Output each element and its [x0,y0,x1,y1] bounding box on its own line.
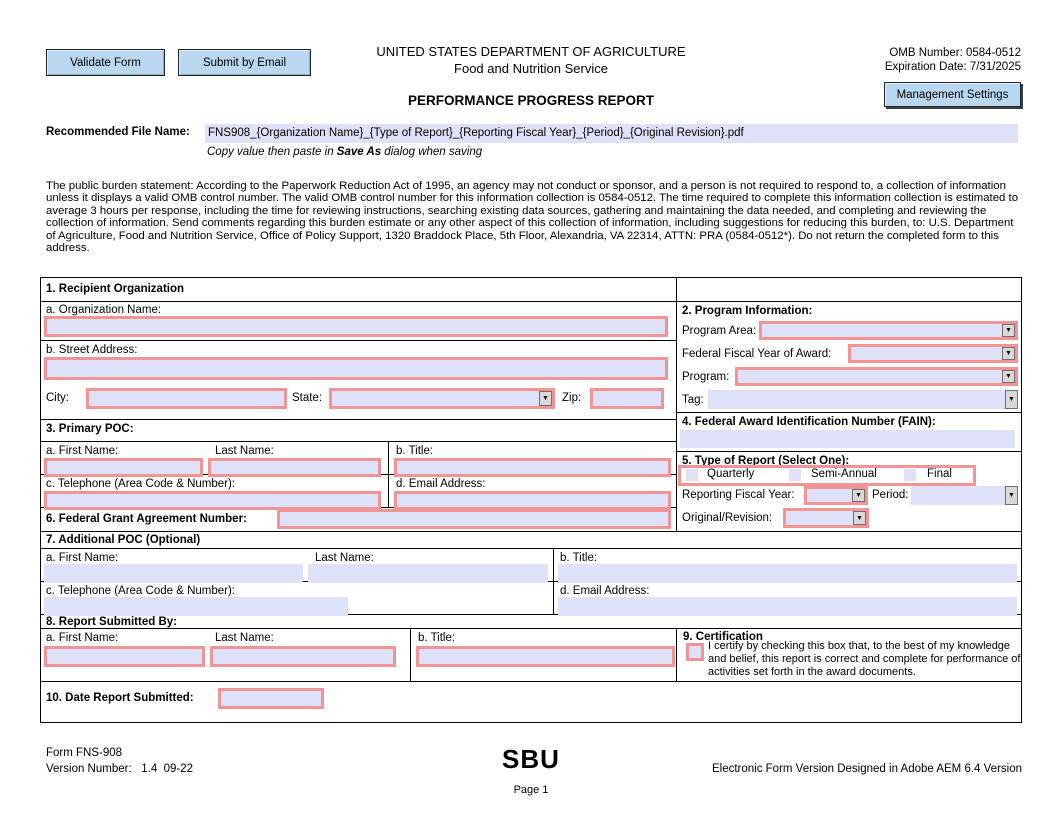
dropdown-arrow-icon[interactable]: ▼ [1005,486,1018,505]
divider [40,301,1022,302]
org-name-input[interactable] [44,316,668,337]
org-name-label: a. Organization Name: [46,304,162,316]
note-prefix: Copy value then paste in [207,146,337,158]
certification-checkbox[interactable] [686,643,704,661]
city-input[interactable] [86,388,287,409]
agency-subtitle: Food and Nutrition Service [454,61,608,76]
semi-annual-checkbox[interactable] [789,469,801,481]
program-label: Program: [682,371,730,383]
sbu-marking: SBU [502,744,560,774]
footer-form-number: Form FNS-908 [46,747,123,759]
divider [676,412,1022,413]
note-suffix: dialog when saving [381,146,483,158]
section-6-header: 6. Federal Grant Agreement Number: [46,513,247,525]
submit-by-email-button[interactable]: Submit by Email [178,49,311,76]
primary-email-input[interactable] [394,491,671,510]
submitted-last-name-label: Last Name: [215,632,274,644]
additional-first-name-input[interactable] [44,564,303,583]
divider [40,628,1022,629]
additional-phone-input[interactable] [44,597,348,616]
section-7-header: 7. Additional POC (Optional) [46,534,201,546]
file-name-value[interactable]: FNS908_{Organization Name}_{Type of Report}_{Reporting Fiscal Year}_{Period}_{Original Revision}.pdf [205,124,1018,143]
period-label: Period: [872,489,909,501]
date-report-submitted-input[interactable] [218,688,324,709]
primary-first-name-label: a. First Name: [46,445,119,457]
additional-first-name-label: a. First Name: [46,552,119,564]
section-8-header: 8. Report Submitted By: [46,616,177,628]
fiscal-year-of-award-label: Federal Fiscal Year of Award: [682,348,832,360]
section-5-header: 5. Type of Report (Select One): [682,455,850,467]
primary-last-name-input[interactable] [208,458,381,477]
expiration-date: Expiration Date: 7/31/2025 [884,61,1021,73]
section-4-header: 4. Federal Award Identification Number (FAIN): [682,416,936,428]
semi-annual-label: Semi-Annual [811,468,877,480]
dropdown-arrow-icon[interactable]: ▼ [852,489,865,502]
tag-select[interactable] [708,390,1018,409]
dropdown-arrow-icon[interactable]: ▼ [1002,370,1015,383]
reporting-fiscal-year-select[interactable] [804,486,868,505]
section-3-header: 3. Primary POC: [46,423,134,435]
section-2-header: 2. Program Information: [682,305,813,317]
program-area-label: Program Area: [682,325,757,337]
dropdown-arrow-icon[interactable]: ▼ [1002,324,1015,337]
additional-email-input[interactable] [558,597,1017,616]
period-select[interactable] [911,486,1018,505]
additional-title-label: b. Title: [560,552,598,564]
additional-title-input[interactable] [558,564,1017,583]
divider [676,277,677,531]
original-revision-select[interactable] [783,508,869,528]
management-settings-button[interactable]: Management Settings [884,82,1021,107]
footer-version: Version Number: 1.4 09-22 [46,763,194,775]
fiscal-year-of-award-select[interactable] [848,344,1018,363]
additional-phone-label: c. Telephone (Area Code & Number): [46,585,235,597]
page-number: Page 1 [513,784,549,796]
omb-number: OMB Number: 0584-0512 [889,47,1021,59]
divider [388,441,389,507]
divider [40,531,1022,532]
submitted-last-name-input[interactable] [210,646,396,667]
program-area-select[interactable] [759,321,1018,340]
section-10-header: 10. Date Report Submitted: [46,692,194,704]
divider [40,340,677,341]
divider [676,628,677,681]
primary-last-name-label: Last Name: [215,445,274,457]
additional-last-name-label: Last Name: [315,552,374,564]
primary-title-input[interactable] [394,458,671,477]
zip-input[interactable] [590,388,664,409]
street-address-label: b. Street Address: [46,344,138,356]
divider [40,419,677,420]
primary-email-label: d. Email Address: [396,478,486,490]
fain-input[interactable] [680,430,1015,448]
zip-label: Zip: [562,392,582,404]
divider [40,441,677,442]
file-name-note [207,146,482,158]
divider [40,681,1022,682]
dropdown-arrow-icon[interactable]: ▼ [539,391,552,406]
additional-email-label: d. Email Address: [560,585,650,597]
file-name-label: Recommended File Name: [46,126,190,138]
page-title: PERFORMANCE PROGRESS REPORT [407,93,655,108]
divider [553,548,554,614]
quarterly-label: Quarterly [707,468,755,480]
submitted-title-label: b. Title: [418,632,456,644]
section-1-header: 1. Recipient Organization [46,283,185,295]
agency-title: UNITED STATES DEPARTMENT OF AGRICULTURE [376,44,686,59]
city-label: City: [46,392,69,404]
program-select[interactable] [735,367,1018,386]
divider [410,628,411,681]
dropdown-arrow-icon[interactable]: ▼ [1002,347,1015,360]
footer-designed-note: Electronic Form Version Designed in Adobe AEM 6.4 Version [711,763,1022,775]
submitted-first-name-label: a. First Name: [46,632,119,644]
divider [40,548,1022,549]
final-label: Final [927,468,952,480]
submitted-title-input[interactable] [416,646,675,667]
primary-title-label: b. Title: [396,445,434,457]
certification-text: I certify by checking this box that, to the best of my knowledge and belief, this report is correct and complete for performance of activities set forth in the award documents. [708,640,1021,678]
grant-agreement-number-input[interactable] [277,509,671,529]
reporting-fiscal-year-label: Reporting Fiscal Year: [682,489,795,501]
validate-form-button[interactable]: Validate Form [46,49,165,76]
original-revision-label: Original/Revision: [682,512,773,524]
quarterly-checkbox[interactable] [686,469,698,481]
submitted-first-name-input[interactable] [44,646,205,667]
final-checkbox[interactable] [904,469,916,481]
primary-first-name-input[interactable] [44,458,203,477]
section-9-header: 9. Certification [683,631,763,643]
state-select[interactable] [329,388,555,409]
divider [676,451,1022,452]
street-address-input[interactable] [44,357,668,380]
primary-phone-input[interactable] [44,491,381,510]
burden-statement: The public burden statement: According to the Paperwork Reduction Act of 1995, an agency may not conduct or sponsor, and a person is not required to respond to, a collection of information unless it displays a valid OMB control number. The valid OMB control number for this information collection is 0584-0512. The time required to complete this information collection is estimated to average 3 hours per response, including the time for reviewing instructions, searching existing data sources, gathering and maintaining the data needed, and completing and reviewing the collection of information. Send comments regarding this burden estimate or any other aspect of this collection of information, including suggestions for reducing this burden, to: U.S. Department of Agriculture, Food and Nutrition Service, Office of Policy Support, 1320 Braddock Place, 5th Floor, Alexandria, VA 22314, ATTN: PRA (0584-0512*). Do not return the completed form to this address. [46,180,1019,255]
additional-last-name-input[interactable] [308,564,548,583]
primary-phone-label: c. Telephone (Area Code & Number): [46,478,235,490]
state-label: State: [292,392,323,404]
dropdown-arrow-icon[interactable]: ▼ [853,511,866,525]
tag-label: Tag: [682,394,704,406]
note-save-as: Save As [336,146,382,158]
dropdown-arrow-icon[interactable]: ▼ [1005,390,1018,409]
